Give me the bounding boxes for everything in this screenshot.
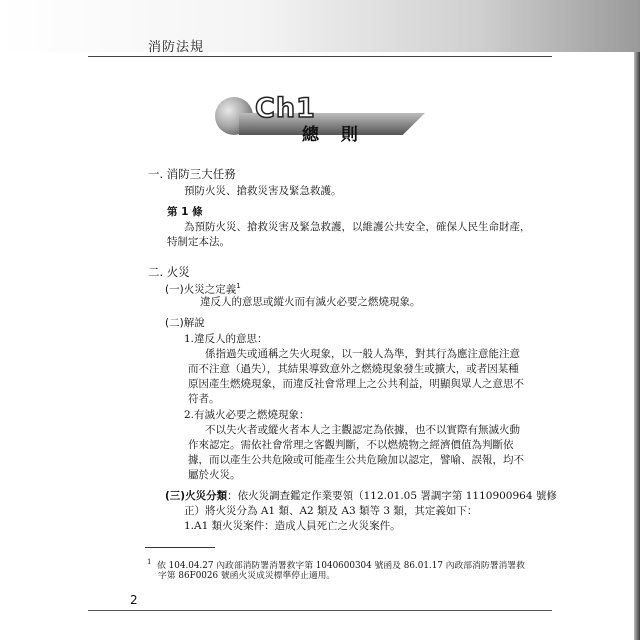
page-number: 2 — [130, 593, 138, 607]
sub1-label: (一)火災之定義 — [165, 283, 237, 296]
running-header-title: 消防法規 — [148, 40, 205, 55]
item2-label: 2.有滅火必要之燃燒現象： — [184, 409, 310, 421]
sub-heading-explain: (二)解說 — [165, 317, 205, 329]
footnote-mark: 1 — [147, 558, 152, 566]
article-line-1: 為預防火災、搶救災害及緊急救護，以維護公共安全，確保人民生命財產， — [184, 221, 531, 233]
header-band — [0, 0, 640, 52]
item1-label: 1.違反人的意思： — [184, 333, 268, 345]
section-heading-2: 二. 火災 — [148, 265, 190, 279]
item2-line-2: 作來認定。需依社會常理之客觀判斷，不以燃燒物之經濟價值為判斷依 — [188, 439, 514, 451]
chapter-subtitle: 總 則 — [302, 125, 366, 145]
classification-line-3: 1.A1 類火災案件：造成人員死亡之火災案件。 — [184, 520, 401, 532]
item2-line-1: 不以失火者或縱火者本人之主觀認定為依據，也不以實際有無滅火動 — [205, 424, 520, 436]
article-label: 第 1 條 — [167, 206, 203, 218]
footnote-rule — [145, 547, 215, 548]
section1-line: 預防火災、搶救災害及緊急救護。 — [184, 185, 342, 197]
article-line-2: 特制定本法。 — [167, 236, 230, 248]
item1-line-4: 符者。 — [188, 393, 220, 405]
sub-heading-definition — [165, 279, 241, 297]
footnote-ref: 1 — [236, 282, 241, 290]
item1-line-2: 而不注意（過失），其結果導致意外之燃燒現象發生或擴大，或者因某種 — [188, 363, 519, 375]
header-rule — [88, 56, 552, 57]
definition-text: 違反人的意思或縱火而有滅火必要之燃燒現象。 — [200, 296, 421, 308]
sub3-line-1: ：依火災調查鑑定作業要領（112.01.05 署調字第 1110900964 號修 — [227, 490, 557, 502]
item1-line-3: 原因產生燃燒現象，而違反社會常理上之公共利益，明顯與眾人之意思不 — [188, 378, 524, 390]
footnote-text-1: 依 104.04.27 內政部消防署消署救字第 1040600304 號函及 86.01.17 內政部消防署消署救 — [157, 560, 525, 571]
item1-line-1: 係指過失或通稱之失火現象，以一般人為準，對其行為應注意能注意 — [205, 348, 520, 360]
classification-line-1 — [165, 489, 557, 503]
classification-line-2: 正）將火災分為 A1 類、A2 類及 A3 類等 3 類，其定義如下： — [184, 505, 478, 517]
footnote-line-2: 字第 86F0026 號函火災成災標準停止適用。 — [158, 571, 336, 581]
chapter-label: Ch1 — [255, 93, 316, 124]
right-edge-bar — [634, 52, 640, 640]
section-heading-1: 一. 消防三大任務 — [148, 167, 236, 181]
item2-line-4: 屬於火災。 — [188, 469, 241, 481]
item2-line-3: 據，而以產生公共危險或可能產生公共危險加以認定，譬喻、誤報，均不 — [188, 454, 524, 466]
sub3-label: (三)火災分類 — [165, 490, 228, 502]
footer-rule — [88, 610, 552, 611]
